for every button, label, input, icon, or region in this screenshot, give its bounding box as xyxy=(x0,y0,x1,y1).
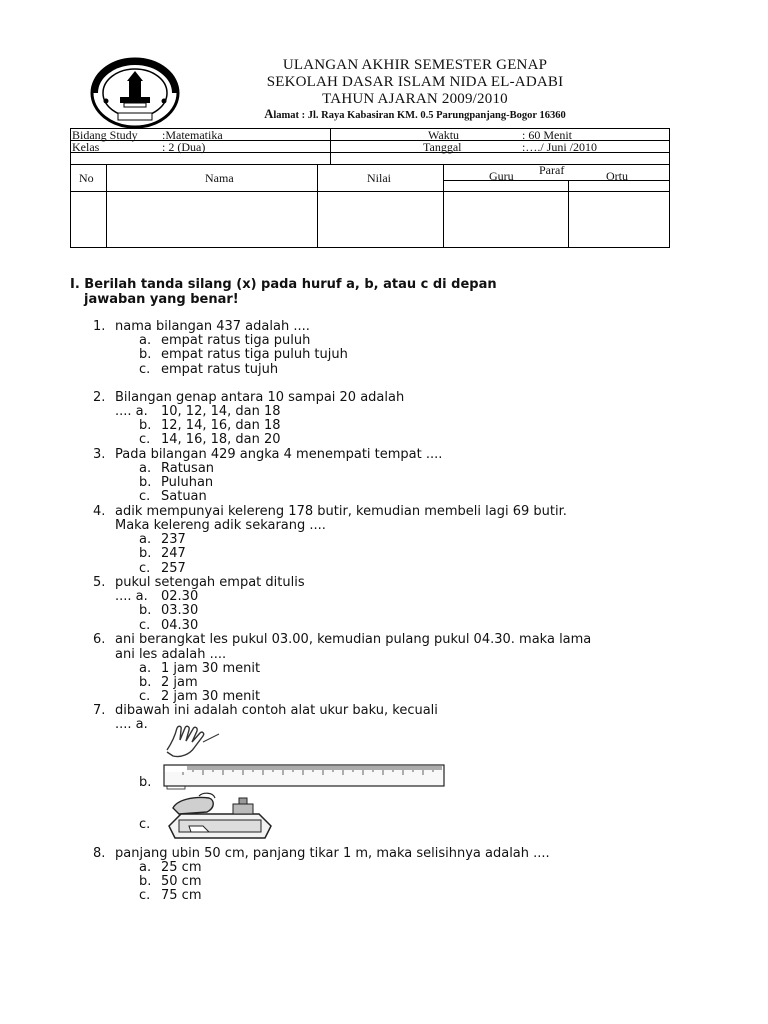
answer-option[interactable] xyxy=(115,718,161,732)
answer-option[interactable] xyxy=(139,533,186,547)
answer-option[interactable] xyxy=(139,818,161,832)
weighing-scale-icon xyxy=(163,790,275,842)
option-letter: b. xyxy=(139,347,152,362)
option-text: 2 jam 30 menit xyxy=(161,689,261,704)
question-7 xyxy=(93,704,438,718)
question-number: 6. xyxy=(93,632,106,647)
option-text: 03.30 xyxy=(161,603,199,618)
answer-option[interactable] xyxy=(139,619,198,633)
question-text: Bilangan genap antara 10 sampai 20 adalah xyxy=(115,390,405,405)
answer-option[interactable] xyxy=(139,889,202,903)
column-nilai: Nilai xyxy=(367,171,391,185)
answer-option[interactable] xyxy=(139,604,198,618)
question-8 xyxy=(93,847,550,861)
answer-option[interactable] xyxy=(139,547,186,561)
option-text: Satuan xyxy=(161,489,207,504)
question-number: 3. xyxy=(93,447,106,462)
option-text: empat ratus tiga puluh xyxy=(161,333,311,348)
option-text: 02.30 xyxy=(161,589,199,604)
option-letter: a. xyxy=(139,532,152,547)
student-info-table xyxy=(70,128,670,248)
option-text: empat ratus tujuh xyxy=(161,362,279,377)
time-label: Waktu xyxy=(428,128,460,142)
option-text: 50 cm xyxy=(161,874,202,889)
option-letter: a. xyxy=(139,661,152,676)
option-text: 247 xyxy=(161,546,186,561)
question-1 xyxy=(93,320,310,334)
option-letter: c. xyxy=(139,817,151,832)
subject-label: Bidang Study xyxy=(72,128,138,142)
column-nama: Nama xyxy=(205,171,234,185)
option-text: 14, 16, 18, dan 20 xyxy=(161,432,281,447)
school-name: SEKOLAH DASAR ISLAM NIDA EL-ADABI xyxy=(266,74,564,90)
option-letter: b. xyxy=(139,675,152,690)
option-letter: c. xyxy=(139,561,151,576)
question-text: nama bilangan 437 adalah .... xyxy=(115,319,310,334)
academic-year: TAHUN AJARAN 2009/2010 xyxy=(322,91,508,107)
option-letter: b. xyxy=(139,603,152,618)
question-number: 7. xyxy=(93,703,106,718)
answer-option[interactable] xyxy=(139,776,161,790)
school-logo xyxy=(90,57,180,129)
option-text: 12, 14, 16, dan 18 xyxy=(161,418,281,433)
option-text: 75 cm xyxy=(161,888,202,903)
address-text: lamat : Jl. Raya Kabasiran KM. 0.5 Parungpanjang-Bogor 16360 xyxy=(273,110,566,121)
question-text: pukul setengah empat ditulis xyxy=(115,575,305,590)
option-letter: a. xyxy=(139,461,152,476)
column-guru: Guru xyxy=(489,169,514,183)
instructions-line-2: jawaban yang benar! xyxy=(84,292,239,307)
option-letter: c. xyxy=(139,888,151,903)
question-text-continued: Maka kelereng adik sekarang .... xyxy=(115,518,326,533)
class-value: : 2 (Dua) xyxy=(162,140,206,154)
question-number: 5. xyxy=(93,575,106,590)
question-text: Pada bilangan 429 angka 4 menempati tempat .... xyxy=(115,447,443,462)
question-5 xyxy=(93,576,305,590)
question-number: 4. xyxy=(93,504,106,519)
answer-option[interactable] xyxy=(139,419,281,433)
instructions-line-1: I. Berilah tanda silang (x) pada huruf a, b, atau c di depan xyxy=(70,277,497,292)
question-number: 2. xyxy=(93,390,106,405)
option-letter: a. xyxy=(139,860,152,875)
instructions xyxy=(70,277,497,307)
column-ortu: Ortu xyxy=(606,169,628,183)
answer-option[interactable] xyxy=(139,348,348,362)
option-letter: .... a. xyxy=(115,404,148,419)
option-letter: .... a. xyxy=(115,589,148,604)
option-letter: b. xyxy=(139,475,152,490)
question-number: 8. xyxy=(93,846,106,861)
option-text: 04.30 xyxy=(161,618,199,633)
class-label: Kelas xyxy=(72,140,100,154)
school-address xyxy=(175,107,655,122)
answer-option[interactable] xyxy=(139,676,198,690)
option-letter: b. xyxy=(139,874,152,889)
option-letter: b. xyxy=(139,418,152,433)
answer-option[interactable] xyxy=(139,363,278,377)
option-letter: c. xyxy=(139,689,151,704)
ruler-icon xyxy=(163,762,445,790)
option-text: 2 jam xyxy=(161,675,198,690)
column-paraf: Paraf xyxy=(539,163,565,177)
answer-option[interactable] xyxy=(139,490,207,504)
option-letter: c. xyxy=(139,362,151,377)
option-letter: b. xyxy=(139,546,152,561)
option-text: Ratusan xyxy=(161,461,215,476)
question-4 xyxy=(93,505,567,519)
answer-option[interactable] xyxy=(139,476,213,490)
option-text: Puluhan xyxy=(161,475,214,490)
option-text: 257 xyxy=(161,561,186,576)
date-value: :…./ Juni /2010 xyxy=(522,140,598,154)
option-text: 237 xyxy=(161,532,186,547)
answer-option[interactable] xyxy=(139,334,310,348)
question-text: adik mempunyai kelereng 178 butir, kemudian membeli lagi 69 butir. xyxy=(115,504,567,519)
hand-span-icon xyxy=(163,722,221,760)
option-letter: c. xyxy=(139,489,151,504)
option-text: 10, 12, 14, dan 18 xyxy=(161,404,281,419)
question-2 xyxy=(93,391,404,405)
option-text: 1 jam 30 menit xyxy=(161,661,261,676)
option-letter: a. xyxy=(139,333,152,348)
option-text: empat ratus tiga puluh tujuh xyxy=(161,347,348,362)
answer-option[interactable] xyxy=(139,433,281,447)
question-text: panjang ubin 50 cm, panjang tikar 1 m, maka selisihnya adalah .... xyxy=(115,846,550,861)
option-letter: c. xyxy=(139,432,151,447)
answer-option[interactable] xyxy=(139,690,260,704)
date-label: Tanggal xyxy=(423,140,462,154)
question-text-continued: ani les adalah .... xyxy=(115,647,227,662)
address-initial: A xyxy=(264,107,274,121)
subject-value: :Matematika xyxy=(162,128,223,142)
school-emblem-icon xyxy=(90,57,180,129)
answer-option[interactable] xyxy=(115,590,198,604)
question-6 xyxy=(93,633,591,647)
answer-option[interactable] xyxy=(139,462,214,476)
answer-option[interactable] xyxy=(139,562,186,576)
question-text: ani berangkat les pukul 03.00, kemudian pulang pukul 04.30. maka lama xyxy=(115,632,592,647)
option-letter: c. xyxy=(139,618,151,633)
exam-title: ULANGAN AKHIR SEMESTER GENAP xyxy=(282,57,548,73)
option-letter: b. xyxy=(139,775,152,790)
answer-option[interactable] xyxy=(139,662,260,676)
question-3 xyxy=(93,448,442,462)
answer-option[interactable] xyxy=(115,405,281,419)
option-text: 25 cm xyxy=(161,860,202,875)
option-letter: .... a. xyxy=(115,717,148,732)
answer-option[interactable] xyxy=(139,861,202,875)
question-number: 1. xyxy=(93,319,106,334)
column-no: No xyxy=(79,171,94,185)
answer-option[interactable] xyxy=(139,875,202,889)
time-value: : 60 Menit xyxy=(522,128,572,142)
question-text: dibawah ini adalah contoh alat ukur baku, kecuali xyxy=(115,703,438,718)
